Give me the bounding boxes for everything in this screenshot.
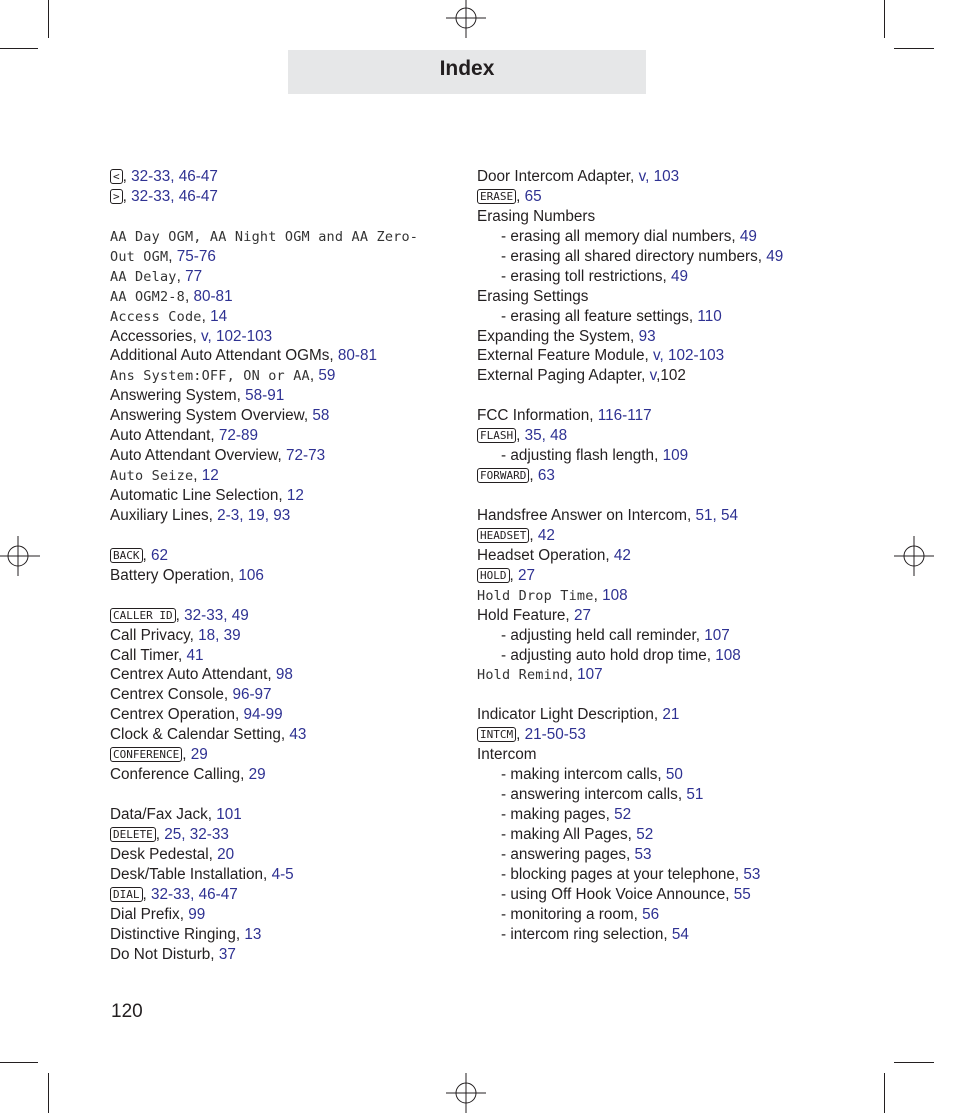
page-reference: 80-81 xyxy=(337,347,378,365)
page-reference: 21 xyxy=(662,706,680,724)
index-entry xyxy=(477,406,917,426)
index-term: External Paging Adapter, xyxy=(477,367,650,385)
index-entry xyxy=(477,705,917,725)
index-entry xyxy=(110,865,450,885)
index-entry: Ans System:OFF, ON or AA, 59 xyxy=(110,367,336,385)
page-reference: 59 xyxy=(318,367,336,385)
index-term: External Feature Module, xyxy=(477,347,654,365)
page-reference: 96-97 xyxy=(232,686,272,704)
index-entry xyxy=(110,406,450,426)
display-text-term: AA Day OGM, AA Night OGM and AA Zero- xyxy=(110,228,419,245)
index-term: - monitoring a room, xyxy=(501,905,643,923)
index-term: - erasing all feature settings, xyxy=(501,307,698,325)
index-entry xyxy=(477,346,917,366)
index-entry: ERASE , 65 xyxy=(477,187,917,207)
page-reference: 108 xyxy=(715,646,741,664)
index-entry xyxy=(477,327,917,347)
page-reference: 20 xyxy=(217,845,235,863)
page-reference: 42 xyxy=(613,546,631,564)
page-reference: 32-33, 46-47 xyxy=(151,885,238,903)
page-reference: 116-117 xyxy=(597,407,652,425)
index-entry xyxy=(110,506,450,526)
page-reference: v, 102-103 xyxy=(653,347,725,365)
index-term: - answering pages, xyxy=(501,845,635,863)
page-reference: 12 xyxy=(286,487,304,504)
page-reference: 27 xyxy=(518,566,536,584)
page-number: 120 xyxy=(111,1001,143,1022)
spacer-line xyxy=(477,685,917,705)
index-entry xyxy=(477,366,917,386)
key-label-icon: ERASE xyxy=(477,189,516,204)
key-label-icon: < xyxy=(110,169,123,184)
key-label-icon: CONFERENCE xyxy=(110,747,182,762)
index-term: Hold Feature, xyxy=(477,606,574,624)
index-term: - using Off Hook Voice Announce, xyxy=(501,885,734,903)
page-reference: 107 xyxy=(577,666,603,684)
index-entry: BACK , 62 xyxy=(110,546,450,566)
page-reference: 101 xyxy=(216,806,242,823)
page-reference: 43 xyxy=(289,726,307,744)
index-entry xyxy=(110,945,450,965)
page-reference: 4-5 xyxy=(271,865,294,883)
page-reference: 32-33, 46-47 xyxy=(131,168,218,185)
index-subentry xyxy=(477,845,917,865)
index-term: - making All Pages, xyxy=(501,825,637,843)
spacer-line xyxy=(110,785,450,805)
index-entry xyxy=(477,167,917,187)
key-label-icon: DIAL xyxy=(110,887,143,902)
index-term: Erasing Settings xyxy=(477,287,589,305)
page-reference: 52 xyxy=(614,806,632,823)
index-term: Call Timer, xyxy=(110,646,187,664)
index-term: Dial Prefix, xyxy=(110,905,189,923)
index-term: Intercom xyxy=(477,746,537,764)
index-entry: AA OGM2-8, 80-81 xyxy=(110,287,233,305)
page-reference: 32-33, 49 xyxy=(184,606,249,624)
index-term: - adjusting held call reminder, xyxy=(501,626,705,644)
display-text-term: Auto Seize xyxy=(110,468,194,485)
page-reference: 37 xyxy=(218,945,236,963)
index-term: Answering System Overview, xyxy=(110,407,313,425)
key-label-icon: HOLD xyxy=(477,568,510,583)
display-text-term: AA OGM2-8 xyxy=(110,288,185,305)
index-term: Erasing Numbers xyxy=(477,207,596,225)
page-reference: 98 xyxy=(275,666,293,684)
index-entry xyxy=(477,207,917,227)
index-entry xyxy=(477,287,917,307)
registration-mark-icon xyxy=(446,0,486,40)
display-text-term: Access Code xyxy=(110,308,202,325)
page-reference: v, 102-103 xyxy=(200,327,273,345)
index-term: Automatic Line Selection, xyxy=(110,487,287,504)
page-reference: 21-50-53 xyxy=(524,726,586,744)
page-reference: 65 xyxy=(524,187,542,205)
page-reference: 94-99 xyxy=(243,706,283,724)
index-entry: Hold Drop Time, 108 xyxy=(477,586,628,604)
index-entry xyxy=(110,346,450,366)
index-entry xyxy=(110,486,450,506)
index-subentry xyxy=(477,785,917,805)
page-reference: 108 xyxy=(602,586,628,604)
key-label-icon: FLASH xyxy=(477,428,516,443)
index-entry xyxy=(110,925,450,945)
index-subentry xyxy=(477,905,917,925)
display-text-term: Out OGM xyxy=(110,248,169,265)
spacer-line xyxy=(477,486,917,506)
index-term: - intercom ring selection, xyxy=(501,925,672,943)
index-term: - adjusting flash length, xyxy=(501,447,663,465)
key-label-icon: INTCM xyxy=(477,727,516,742)
index-subentry xyxy=(477,885,917,905)
index-entry xyxy=(110,626,450,646)
index-entry xyxy=(110,765,450,785)
index-entry xyxy=(110,705,450,725)
page-reference: 58-91 xyxy=(245,387,285,405)
page-reference: 109 xyxy=(662,447,689,465)
page-reference: 63 xyxy=(537,467,555,485)
display-text-term: Ans System:OFF, ON or AA xyxy=(110,368,310,385)
index-subentry xyxy=(477,446,917,466)
index-term: Distinctive Ringing, xyxy=(110,925,245,943)
index-term: - erasing all shared directory numbers, xyxy=(501,247,767,265)
spacer-line xyxy=(477,386,917,406)
index-entry: < , 32-33, 46-47 xyxy=(110,167,450,187)
index-entry xyxy=(110,386,450,406)
page-reference: 107 xyxy=(704,626,730,644)
crop-mark xyxy=(884,0,885,38)
index-term: Desk Pedestal, xyxy=(110,845,218,863)
key-label-icon: > xyxy=(110,189,123,204)
display-text-term: Hold Drop Time xyxy=(477,587,594,604)
index-term: Door Intercom Adapter, xyxy=(477,168,639,185)
index-term-tail: ,102 xyxy=(656,367,686,385)
index-entry: FLASH , 35, 48 xyxy=(477,426,917,446)
key-label-icon: CALLER ID xyxy=(110,608,176,623)
key-label-icon: BACK xyxy=(110,548,143,563)
index-entry: CONFERENCE , 29 xyxy=(110,745,450,765)
index-term: Centrex Auto Attendant, xyxy=(110,666,276,684)
page-reference: 49 xyxy=(671,267,689,285)
spacer-line xyxy=(110,207,450,227)
index-term: - blocking pages at your telephone, xyxy=(501,865,744,883)
index-entry xyxy=(110,805,450,825)
index-entry xyxy=(110,685,450,705)
key-label-icon: HEADSET xyxy=(477,528,529,543)
page-reference: 75-76 xyxy=(176,247,216,265)
crop-mark xyxy=(894,48,934,49)
index-entry xyxy=(477,506,917,526)
display-text-term: Hold Remind xyxy=(477,667,569,684)
page-reference: 55 xyxy=(733,885,751,903)
index-term: Indicator Light Description, xyxy=(477,706,663,724)
index-entry xyxy=(110,446,450,466)
index-left-column xyxy=(110,167,450,965)
index-subentry xyxy=(477,825,917,845)
page-reference: 72-73 xyxy=(286,447,326,465)
page-reference: 99 xyxy=(188,905,206,923)
index-entry: DIAL , 32-33, 46-47 xyxy=(110,885,450,905)
page-reference: 12 xyxy=(201,467,219,485)
page-reference: 62 xyxy=(151,546,169,564)
index-entry xyxy=(110,566,450,586)
index-entry: DELETE , 25, 32-33 xyxy=(110,825,450,845)
index-term: - erasing all memory dial numbers, xyxy=(501,227,740,245)
page-reference: 77 xyxy=(185,267,203,285)
index-term: - making intercom calls, xyxy=(501,766,666,784)
crop-mark xyxy=(0,48,38,49)
index-subentry xyxy=(477,307,917,327)
page-reference: 49 xyxy=(739,227,757,245)
index-term: Accessories, xyxy=(110,327,201,345)
index-entry: Auto Seize, 12 xyxy=(110,467,219,485)
index-entry xyxy=(110,845,450,865)
page-reference: 54 xyxy=(671,925,689,943)
index-term: - erasing toll restrictions, xyxy=(501,267,672,285)
index-subentry xyxy=(477,805,917,825)
page-reference: 18, 39 xyxy=(198,626,241,644)
page-reference: 50 xyxy=(665,766,683,784)
index-term: Expanding the System, xyxy=(477,327,639,345)
index-term: Do Not Disturb, xyxy=(110,945,219,963)
page-reference: 52 xyxy=(636,825,654,843)
index-subentry xyxy=(477,247,917,267)
index-term: Battery Operation, xyxy=(110,566,239,584)
spacer-line xyxy=(110,586,450,606)
index-entry: Out OGM, 75-76 xyxy=(110,247,216,265)
page-reference: 25, 32-33 xyxy=(164,825,229,843)
index-term: Call Privacy, xyxy=(110,626,199,644)
index-term: Additional Auto Attendant OGMs, xyxy=(110,347,338,365)
key-label-icon: DELETE xyxy=(110,827,156,842)
index-term: Data/Fax Jack, xyxy=(110,806,217,823)
page-reference: v, 103 xyxy=(638,168,680,185)
index-term: Conference Calling, xyxy=(110,766,249,784)
page-title: Index xyxy=(439,57,495,80)
page-reference: 56 xyxy=(642,905,660,923)
index-term: FCC Information, xyxy=(477,407,598,425)
index-entry xyxy=(477,606,917,626)
index-subentry xyxy=(477,626,917,646)
index-term: - adjusting auto hold drop time, xyxy=(501,646,716,664)
index-term: Auto Attendant, xyxy=(110,427,219,445)
index-term: Auxiliary Lines, xyxy=(110,506,218,524)
index-term: Centrex Operation, xyxy=(110,706,244,724)
page-reference: 51, 54 xyxy=(695,506,739,524)
page-reference: 27 xyxy=(573,606,591,624)
index-entry xyxy=(110,665,450,685)
page-reference: 29 xyxy=(248,766,266,784)
index-entry xyxy=(477,546,917,566)
registration-mark-icon xyxy=(0,536,40,576)
title-banner xyxy=(288,50,646,94)
index-entry xyxy=(477,745,917,765)
key-label-icon: FORWARD xyxy=(477,468,529,483)
index-subentry xyxy=(477,925,917,945)
index-entry xyxy=(110,327,450,347)
page-reference: 32-33, 46-47 xyxy=(131,187,218,205)
index-right-column xyxy=(477,167,917,945)
index-entry: FORWARD , 63 xyxy=(477,466,917,486)
index-term: Desk/Table Installation, xyxy=(110,865,272,883)
index-entry xyxy=(110,905,450,925)
index-entry: AA Delay, 77 xyxy=(110,267,203,285)
page-reference: 35, 48 xyxy=(524,427,568,445)
index-term: Handsfree Answer on Intercom, xyxy=(477,506,696,524)
index-entry xyxy=(110,426,450,446)
index-entry xyxy=(110,646,450,666)
index-entry: HOLD , 27 xyxy=(477,566,917,586)
index-entry: Access Code, 14 xyxy=(110,307,228,325)
index-entry: Hold Remind, 107 xyxy=(477,666,603,684)
crop-mark xyxy=(884,1073,885,1113)
page-reference: 13 xyxy=(244,925,262,943)
index-entry: INTCM , 21-50-53 xyxy=(477,725,917,745)
index-subentry xyxy=(477,267,917,287)
index-subentry xyxy=(477,646,917,666)
index-subentry xyxy=(477,227,917,247)
index-entry: HEADSET , 42 xyxy=(477,526,917,546)
page-reference: v xyxy=(649,367,657,385)
page-reference: 51 xyxy=(686,786,704,804)
page-reference: 42 xyxy=(537,526,555,544)
index-term: - answering intercom calls, xyxy=(501,786,687,804)
index-term: Answering System, xyxy=(110,387,246,405)
index-term: Clock & Calendar Setting, xyxy=(110,726,290,744)
index-subentry xyxy=(477,865,917,885)
index-subentry xyxy=(477,765,917,785)
display-text-term: AA Delay xyxy=(110,268,177,285)
crop-mark xyxy=(48,0,49,38)
page-reference: 49 xyxy=(766,247,784,265)
index-term: Centrex Console, xyxy=(110,686,233,704)
page-reference: 41 xyxy=(186,646,204,664)
page-reference: 110 xyxy=(697,307,722,325)
page-reference: 53 xyxy=(743,865,761,883)
index-term: Auto Attendant Overview, xyxy=(110,447,287,465)
page-reference: 2-3, 19, 93 xyxy=(217,506,291,524)
index-entry xyxy=(110,725,450,745)
page-reference: 14 xyxy=(210,307,228,325)
page-reference: 53 xyxy=(634,845,652,863)
page-reference: 93 xyxy=(638,327,656,345)
page-reference: 80-81 xyxy=(193,287,233,305)
index-entry xyxy=(110,227,450,247)
crop-mark xyxy=(48,1073,49,1113)
index-term: - making pages, xyxy=(501,806,615,823)
crop-mark xyxy=(894,1062,934,1063)
page-reference: 106 xyxy=(238,566,264,584)
index-entry: CALLER ID , 32-33, 49 xyxy=(110,606,450,626)
page-reference: 72-89 xyxy=(218,427,258,445)
crop-mark xyxy=(0,1062,38,1063)
index-entry: > , 32-33, 46-47 xyxy=(110,187,450,207)
spacer-line xyxy=(110,526,450,546)
index-term: Headset Operation, xyxy=(477,546,614,564)
registration-mark-icon xyxy=(446,1073,486,1113)
page-reference: 58 xyxy=(312,407,330,425)
page-reference: 29 xyxy=(190,746,208,764)
